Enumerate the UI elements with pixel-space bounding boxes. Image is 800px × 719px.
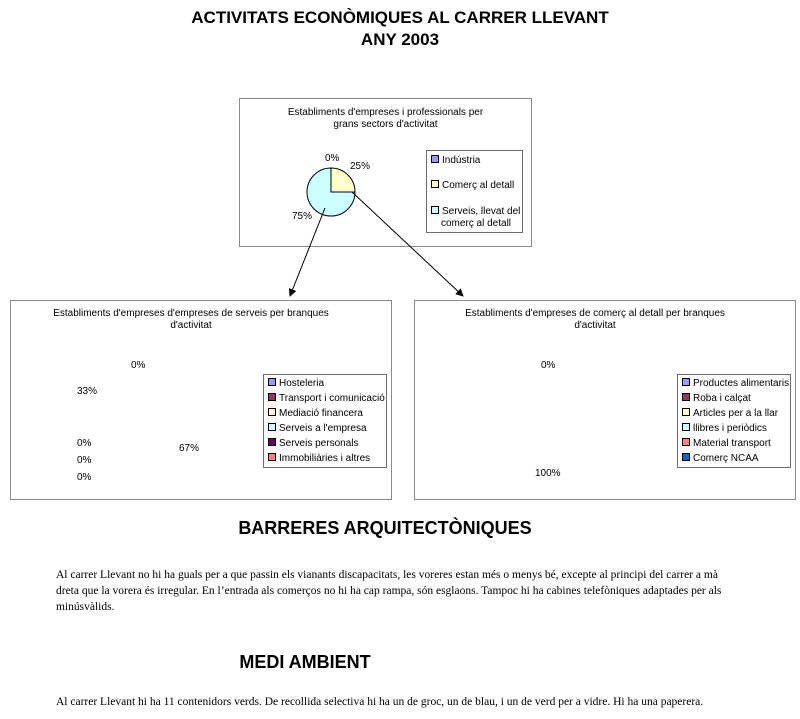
legend-label: Productes alimentaris — [693, 378, 790, 389]
legend-item-articles-llar — [682, 408, 778, 420]
swatch-icon — [682, 408, 690, 416]
swatch-icon — [682, 453, 690, 461]
section-heading-barreres: BARRERES ARQUITECTÒNIQUES — [238, 518, 532, 538]
pie-label-serveis: 75% — [292, 211, 313, 222]
legend-item-roba — [682, 393, 751, 405]
swatch-icon — [682, 393, 690, 401]
top-chart-title-line1: Establiments d'empreses i professionals per — [287, 107, 484, 118]
swatch-icon — [268, 393, 276, 401]
legend-item-immobiliaries — [268, 453, 370, 465]
pie-label-zero-a: 0% — [77, 438, 92, 449]
page-subtitle-year: ANY 2003 — [360, 30, 440, 49]
pie-label-comerc: 25% — [350, 161, 371, 172]
legend-item-mediacio — [268, 408, 363, 420]
legend-label: Immobiliàries i altres — [279, 453, 371, 464]
pie-label-zero-c: 0% — [77, 472, 92, 483]
swatch-icon — [268, 438, 276, 446]
right-chart-title-line2: d'activitat — [574, 320, 616, 331]
legend-label: Mediació financera — [279, 408, 363, 419]
swatch-icon — [682, 438, 690, 446]
legend-item-hosteleria — [268, 378, 324, 390]
pie-label-zero: 0% — [541, 360, 556, 371]
legend-item-transport — [268, 393, 385, 405]
barreres-text-line3: minúsvàlids. — [56, 601, 115, 613]
legend-label: Comerç al detall — [442, 180, 515, 191]
legend-label: Indústria — [442, 155, 481, 166]
legend-item-serveis-empresa — [268, 423, 367, 435]
swatch-icon — [268, 378, 276, 386]
pie-label-productes: 100% — [535, 468, 561, 479]
arrow-to-services-chart — [290, 208, 325, 296]
legend-label: Comerç NCAA — [693, 453, 759, 464]
legend-label: Hosteleria — [279, 378, 325, 389]
section-heading-medi-ambient: MEDI AMBIENT — [239, 652, 371, 672]
pie-label-hosteleria: 67% — [179, 443, 200, 454]
right-chart-title-line1: Establiments d'empreses de comerç al detall per branques — [465, 308, 725, 319]
legend-label: Articles per a la llar — [693, 408, 779, 419]
legend-label: Serveis, llevat del — [442, 206, 521, 217]
pie-slice-1 — [331, 168, 355, 192]
left-chart-title-line1: Establiments d'empreses d'empreses de serveis per branques — [53, 308, 329, 319]
swatch-icon — [268, 423, 276, 431]
pie-label-hosteleria-top: 0% — [131, 360, 146, 371]
right-chart-box — [414, 300, 796, 500]
pie-label-zero-b: 0% — [77, 455, 92, 466]
legend-item-serveis-personals — [268, 438, 358, 450]
medi-text-line1: Al carrer Llevant hi ha 11 contenidors verds. De recollida selectiva hi ha un de groc, un de blau, i un de verd per a vidre. Hi ha una paperera. — [56, 696, 704, 708]
right-chart-legend — [677, 374, 791, 468]
legend-item-llibres — [682, 423, 767, 435]
pie-top — [307, 168, 355, 216]
arrow-to-retail-chart — [352, 192, 463, 296]
page-title: ACTIVITATS ECONÒMIQUES AL CARRER LLEVANT — [191, 8, 609, 27]
legend-item-comerc-ncaa — [682, 453, 759, 465]
left-chart-title-line2: d'activitat — [170, 320, 212, 331]
legend-label: Roba i calçat — [693, 393, 751, 404]
legend-label: comerç al detall — [441, 218, 512, 229]
swatch-icon — [268, 408, 276, 416]
pie-label-industria: 0% — [325, 153, 340, 164]
swatch-icon — [268, 453, 276, 461]
legend-label: Material transport — [693, 438, 771, 449]
barreres-text-line2: dreta que la vorera és irregular. En l’entrada als comerços no hi ha cap rampa, són esglaons. Tampoc hi ha cabines telefòniques adaptades per als — [56, 585, 722, 597]
legend-label: Transport i comunicació — [279, 393, 385, 404]
left-chart-box — [10, 300, 392, 500]
legend-label: llibres i periòdics — [693, 423, 767, 434]
legend-label: Serveis personals — [279, 438, 359, 449]
legend-item-material-transport — [682, 438, 771, 450]
swatch-icon — [682, 378, 690, 386]
left-chart-legend — [263, 374, 387, 468]
pie-label-serveis-personals: 33% — [77, 386, 98, 397]
top-chart-title-line2: grans sectors d'activitat — [333, 119, 438, 130]
barreres-text-line1: Al carrer Llevant no hi ha guals per a que passin els vianants discapacitats, les voreres estan més o menys bé, excepte al principi del carrer a mà — [56, 569, 718, 581]
legend-label: Serveis a l'empresa — [279, 423, 367, 434]
swatch-icon — [682, 423, 690, 431]
legend-item-productes-alimentaris — [682, 378, 789, 390]
